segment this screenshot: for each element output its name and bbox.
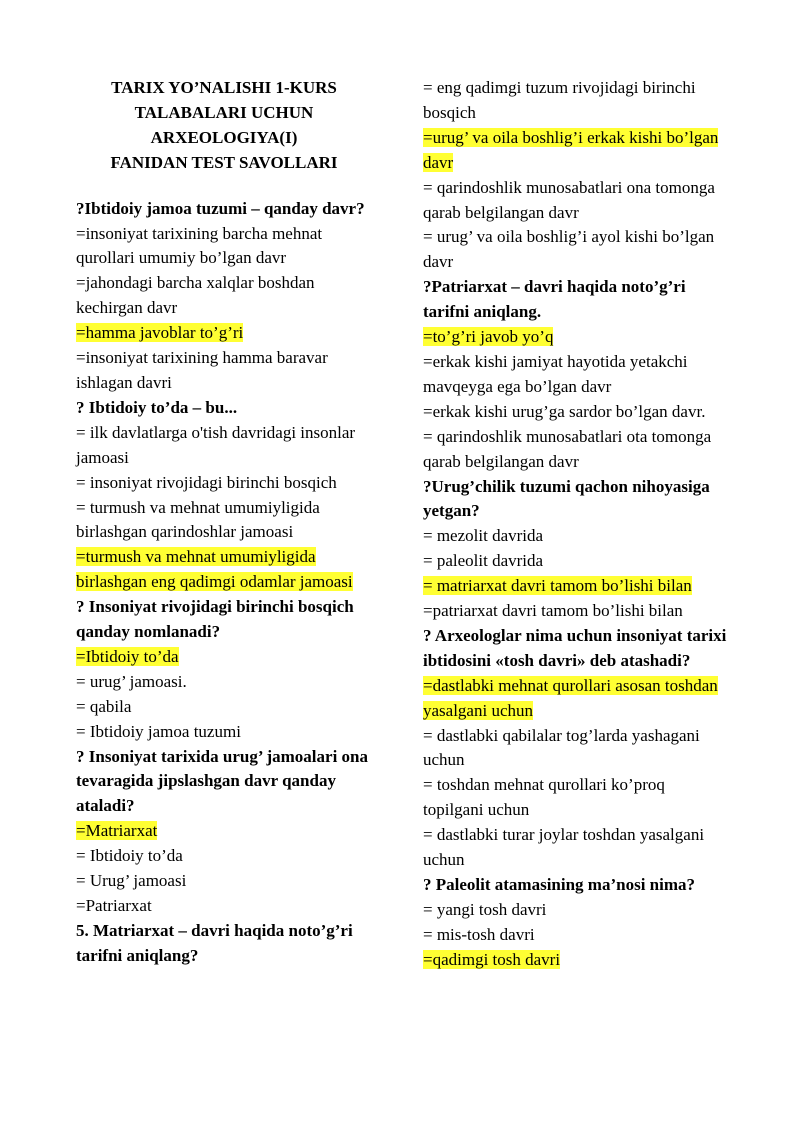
answer-option: = Ibtidoiy to’da: [76, 846, 183, 866]
answer-option: =erkak kishi urug’ga sardor bo’lgan davr.: [423, 401, 706, 421]
title-line: ARXEOLOGIYA(I): [150, 127, 298, 147]
answer-highlight: = matriarxat davri tamom bo’lishi bilan: [423, 576, 692, 596]
answer-highlight: =Ibtidoiy to’da: [76, 646, 179, 666]
answer-highlight: =to’g’ri javob yo’q: [423, 327, 554, 347]
answer-option: = Ibtidoiy jamoa tuzumi: [76, 721, 241, 741]
answer-option: =jahondagi barcha xalqlar boshdan kechirgan davr: [76, 273, 315, 318]
answer-option: =erkak kishi jamiyat hayotida yetakchi mavqeyga ega bo’lgan davr: [423, 351, 688, 396]
answer-highlight: =dastlabki mehnat qurollari asosan toshdan yasalgani uchun: [423, 675, 718, 720]
answer-option: =insoniyat tarixining barcha mehnat qurollari umumiy bo’lgan davr: [76, 223, 323, 268]
title-line: FANIDAN TEST SAVOLLARI: [110, 152, 338, 172]
answer-highlight: =hamma javoblar to’g’ri: [76, 323, 244, 343]
answer-option: = eng qadimgi tuzum rivojidagi birinchi bosqich: [423, 78, 696, 122]
question-text: ? Insoniyat tarixida urug’ jamoalari ona tevaragida jipslashgan davr qanday ataladi?: [76, 746, 369, 816]
correct-answer-option: [76, 321, 372, 346]
correct-answer-option: [423, 948, 728, 973]
correct-answer-option: [423, 674, 728, 724]
answer-option: = qabila: [76, 696, 132, 716]
answer-highlight: =turmush va mehnat umumiyligida birlashgan eng qadimgi odamlar jamoasi: [76, 547, 353, 592]
answer-option: = urug’ jamoasi.: [76, 671, 187, 691]
question-text: ? Paleolit atamasining ma’nosi nima?: [423, 875, 696, 894]
question-text: ?Patriarxat – davri haqida noto’g’ri tarifni aniqlang.: [423, 277, 686, 322]
answer-option: =insoniyat tarixining hamma baravar ishlagan davri: [76, 348, 328, 392]
answer-option: = dastlabki qabilalar tog’larda yashagani uchun: [423, 725, 700, 770]
question-text: ? Ibtidoiy to’da – bu...: [76, 397, 238, 417]
right-column: [423, 76, 728, 973]
left-question-list: [76, 197, 372, 969]
answer-option: =Patriarxat: [76, 896, 152, 915]
answer-option: = dastlabki turar joylar toshdan yasalgani uchun: [423, 825, 705, 870]
answer-option: = urug’ va oila boshlig’i ayol kishi bo’lgan davr: [423, 227, 715, 272]
right-question-list: [423, 76, 728, 973]
answer-option: = ilk davlatlarga o'tish davridagi insonlar jamoasi: [76, 422, 356, 467]
question-text: ? Arxeologlar nima uchun insoniyat tarixi ibtidosini «tosh davri» deb atashadi?: [423, 625, 727, 670]
answer-option: = Urug’ jamoasi: [76, 871, 187, 891]
answer-option: = yangi tosh davri: [423, 899, 547, 919]
answer-option: = mezolit davrida: [423, 526, 544, 546]
answer-highlight: =qadimgi tosh davri: [423, 949, 561, 969]
answer-option: = qarindoshlik munosabatlari ota tomonga qarab belgilangan davr: [423, 426, 712, 471]
question-text: ?Urug’chilik tuzumi qachon nihoyasiga yetgan?: [423, 476, 710, 521]
document-title: [76, 76, 372, 176]
correct-answer-option: [423, 325, 728, 350]
answer-option: =patriarxat davri tamom bo’lishi bilan: [423, 601, 683, 621]
question-text: ?Ibtidoiy jamoa tuzumi – qanday davr?: [76, 198, 365, 218]
left-column: [76, 76, 372, 969]
question-text: ? Insoniyat rivojidagi birinchi bosqich qanday nomlanadi?: [76, 597, 354, 642]
correct-answer-option: [423, 126, 728, 176]
title-line: TALABALARI UCHUN: [134, 102, 314, 122]
answer-highlight: =urug’ va oila boshlig’i erkak kishi bo’lgan davr: [423, 127, 719, 172]
correct-answer-option: [76, 545, 372, 595]
correct-answer-option: [76, 819, 372, 844]
answer-option: = insoniyat rivojidagi birinchi bosqich: [76, 472, 337, 492]
answer-option: = toshdan mehnat qurollari ko’proq topilgani uchun: [423, 775, 665, 820]
answer-option: = qarindoshlik munosabatlari ona tomonga qarab belgilangan davr: [423, 177, 715, 222]
question-text: 5. Matriarxat – davri haqida noto’g’ri tarifni aniqlang?: [76, 920, 353, 965]
correct-answer-option: [76, 645, 372, 670]
answer-highlight: =Matriarxat: [76, 821, 158, 841]
title-line: TARIX YO’NALISHI 1-KURS: [111, 78, 337, 97]
answer-option: = turmush va mehnat umumiyligida birlashgan qarindoshlar jamoasi: [76, 497, 320, 542]
answer-option: = paleolit davrida: [423, 551, 544, 571]
correct-answer-option: [423, 574, 728, 599]
answer-option: = mis-tosh davri: [423, 924, 535, 944]
